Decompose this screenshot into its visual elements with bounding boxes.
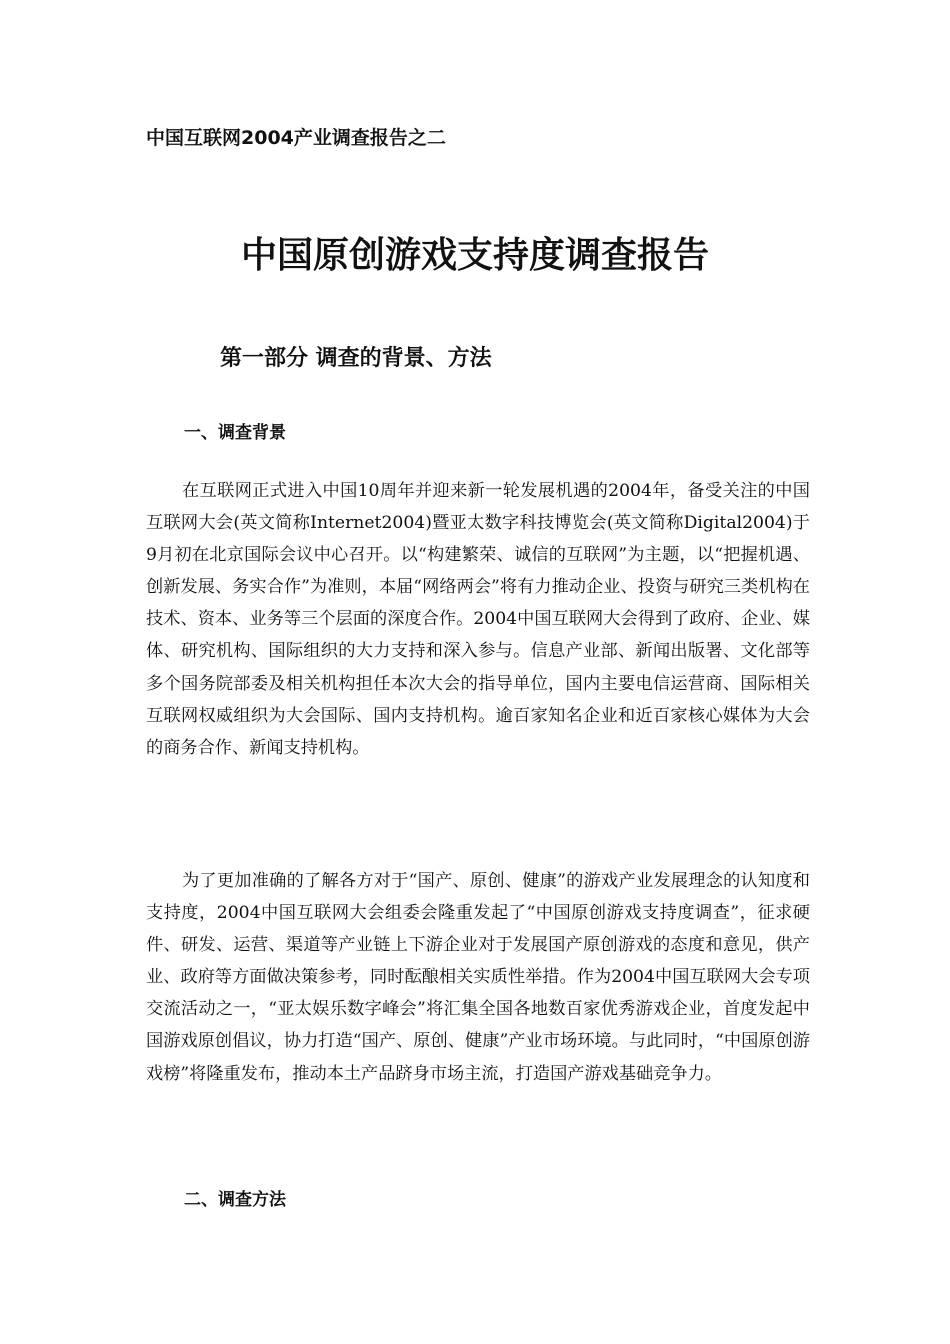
paragraph: 为了更加准确的了解各方对于“国产、原创、健康”的游戏产业发展理念的认知度和支持度，2004中国互联网大会组委会隆重发起了“中国原创游戏支持度调查”，征求硬件、研发、运营、渠道等产业链上下游企业对于发展国产原创游戏的态度和意见，供产业、政府等方面做决策参考，同时酝酿相关实质性举措。作为2004中国互联网大会专项交流活动之一，“亚太娱乐数字峰会”将汇集全国各地数百家优秀游戏企业，首度发起中国游戏原创倡议，协力打造“国产、原创、健康”产业市场环境。与此同时，“中国原创游戏榜”将隆重发布，推动本土产品跻身市场主流，打造国产游戏基础竞争力。 [146,871,810,1084]
report-title: 中国原创游戏支持度调查报告 [240,235,709,276]
section-heading-method: 二、调查方法 [184,1190,286,1210]
series-title: 中国互联网2004产业调查报告之二 [146,127,446,149]
section-heading-background: 一、调查背景 [184,423,286,443]
part-title: 第一部分 调查的背景、方法 [220,346,492,371]
paragraph: 在互联网正式进入中国10周年并迎来新一轮发展机遇的2004年，备受关注的中国互联网大会(英文简称Internet2004)暨亚太数字科技博览会(英文简称Digital2004)于9月初在北京国际会议中心召开。以“构建繁荣、诚信的互联网”为主题，以“把握机遇、创新发展、务实合作”为准则，本届“网络两会”将有力推动企业、投资与研究三类机构在技术、资本、业务等三个层面的深度合作。2004中国互联网大会得到了政府、企业、媒体、研究机构、国际组织的大力支持和深入参与。信息产业部、新闻出版署、文化部等多个国务院部委及相关机构担任本次大会的指导单位，国内主要电信运营商、国际相关互联网权威组织为大会国际、国内支持机构。逾百家知名企业和近百家核心媒体为大会的商务合作、新闻支持机构。 [146,481,810,758]
